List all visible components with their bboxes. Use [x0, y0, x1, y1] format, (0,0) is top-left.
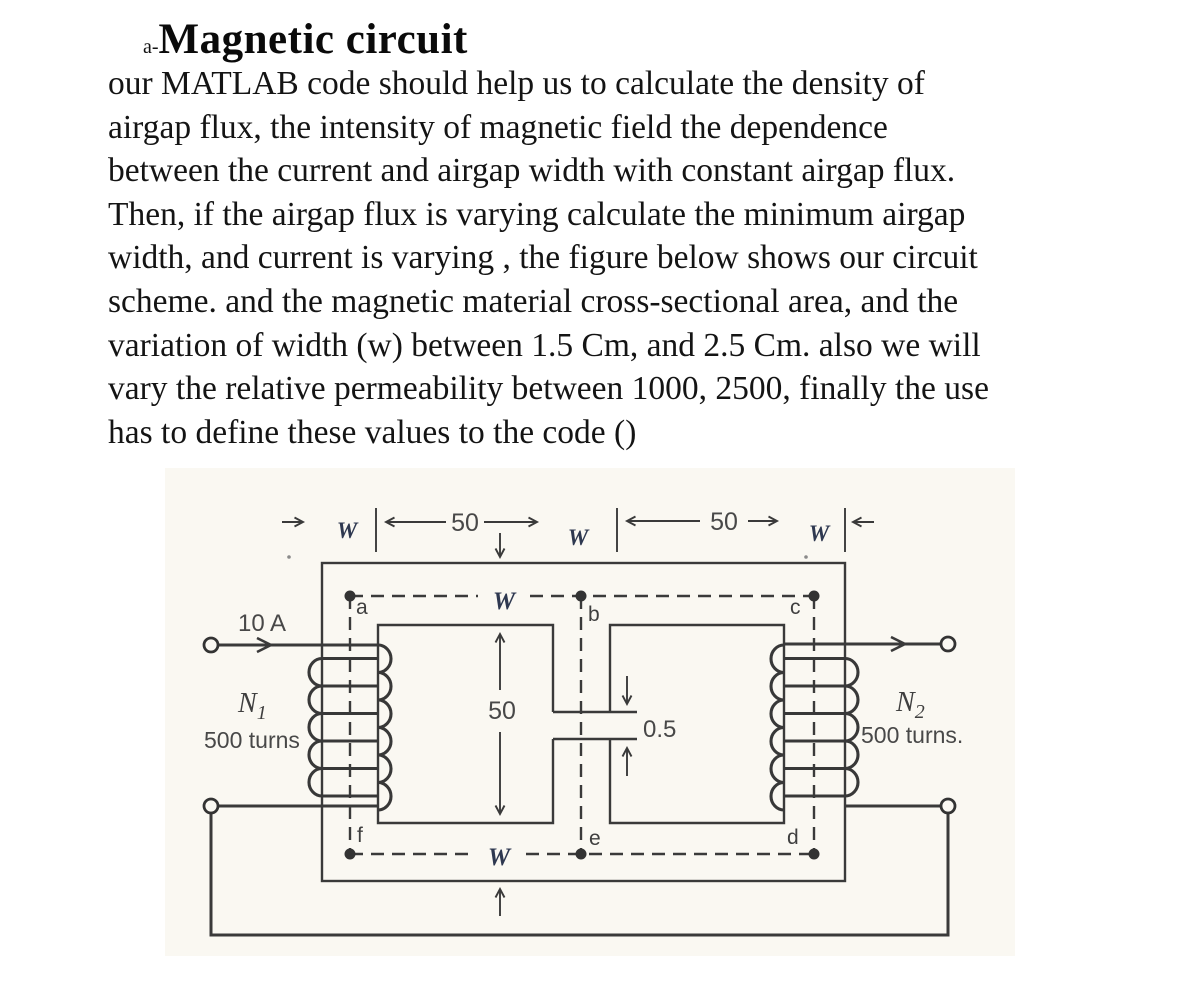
terminal-bottom-right: [941, 799, 955, 813]
coil-n2-label: $N_2$: [896, 687, 925, 723]
terminal-bottom-left: [204, 799, 218, 813]
title-prefix: a-: [143, 36, 159, 59]
dim-span-right: 50: [710, 508, 738, 536]
title-text: Magnetic circuit: [158, 16, 468, 64]
node-label-c: c: [790, 596, 801, 619]
coil-n1-turns: 500 turns: [204, 727, 300, 753]
terminal-top-right: [941, 637, 955, 651]
dim-span-left: 50: [451, 509, 479, 537]
coil-n2-turns: 500 turns.: [861, 722, 964, 748]
paragraph-line: has to define these values to the code (): [108, 413, 637, 451]
stray-mark: [804, 555, 808, 559]
paragraph-line: vary the relative permeability between 1000, 2500, finally the use: [108, 370, 989, 408]
terminal-top-left: [204, 638, 218, 652]
paragraph-line: scheme. and the magnetic material cross-sectional area, and the: [108, 282, 959, 320]
coil-n1-label: $N_1$: [238, 688, 267, 724]
paragraph-line: our MATLAB code should help us to calculate the density of: [108, 65, 925, 102]
window-height-label: 50: [488, 697, 516, 725]
dim-w-center: W: [567, 525, 589, 550]
paragraph-line: width, and current is varying , the figure below shows our circuit: [108, 239, 978, 277]
node-label-d: d: [787, 826, 799, 849]
flux-w-top: W: [492, 588, 516, 615]
dim-w-right: W: [808, 521, 830, 546]
stray-mark: [287, 555, 291, 559]
current-label: 10 A: [237, 610, 287, 637]
paragraph-line: between the current and airgap width with constant airgap flux.: [108, 152, 956, 190]
node-label-b: b: [588, 603, 600, 626]
node-label-e: e: [589, 827, 601, 850]
airgap-label: 0.5: [643, 716, 677, 743]
node-label-f: f: [357, 824, 363, 847]
paragraph-line: Then, if the airgap flux is varying calculate the minimum airgap: [108, 195, 966, 233]
paragraph-line: variation of width (w) between 1.5 Cm, and 2.5 Cm. also we will: [108, 326, 981, 364]
node-label-a: a: [356, 596, 368, 619]
dim-w-left: W: [336, 518, 358, 543]
flux-w-bottom: W: [487, 844, 511, 871]
paragraph-line: airgap flux, the intensity of magnetic field the dependence: [108, 108, 888, 146]
